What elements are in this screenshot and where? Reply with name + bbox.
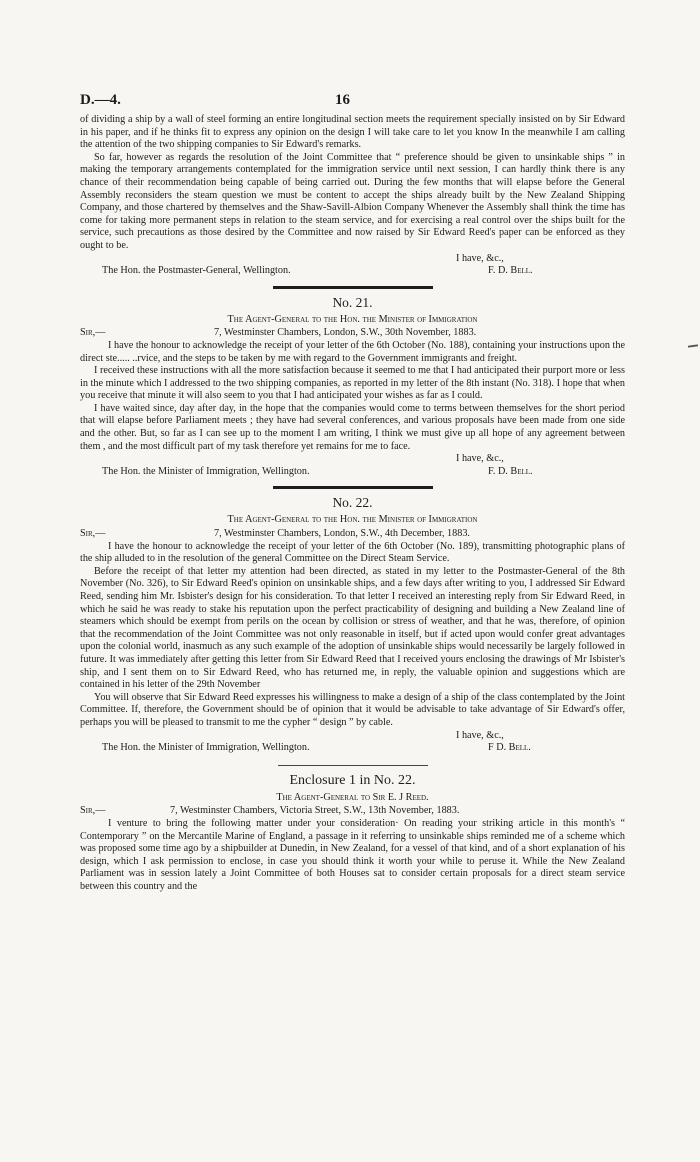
salutation: Sir,— <box>80 327 106 339</box>
salutation: Sir,— <box>80 528 106 540</box>
section-divider <box>273 286 433 289</box>
addressee: The Hon. the Minister of Immigration, Wellington. <box>102 742 310 754</box>
addressee-line <box>80 742 625 755</box>
addressee: The Hon. the Postmaster-General, Wellington. <box>102 265 291 277</box>
addressee-line <box>80 466 625 479</box>
letter-no-21 <box>80 295 625 479</box>
margin-mark <box>688 344 698 347</box>
sender-address: 7, Westminster Chambers, London, S.W., 30th November, 1883. <box>214 327 477 339</box>
closing-line <box>80 730 625 743</box>
closing-formula: I have, &c., <box>456 453 504 465</box>
section-divider <box>273 486 433 489</box>
paragraph: I have the honour to acknowledge the receipt of your letter of the 6th October (No. 188), containing your instructions upon the direct ste..... ..rvice, and the steps to be taken by me with regard to the Government immigrants and freight. <box>80 339 625 364</box>
closing-line <box>80 453 625 466</box>
letter-address-line <box>80 327 625 340</box>
paragraph: Before the receipt of that letter my attention had been directed, as stated in my letter to the Postmaster-General of the 8th November (No. 326), to Sir Edward Reed's opinion on unsinkable ships, and a few days after writing to you, I addressed Sir Edward Reed, sending him Mr. Isbister's design for his consideration. To that letter I received an interesting reply from Sir Edward Reed, in which he said he was ready to stake his reputation upon the perfect practicability of designing and building a New Zealand line of steamers which should be exempt from perils on the ocean by collision or stress of weather, and that he was, therefore, of opinion that the recommendation of the Joint Committee was not only reasonable in itself, but if acted upon would confer great advantages upon the colonial world, inasmuch as any such example of the adoption of unsinkable ships would necessarily be largely followed in future. It was immediately after getting this letter from Sir Edward Reed that I received yours enclosing the drawings of Mr Isbister's ship, and I sent them on to Sir Edward Reed, who has returned me, in reply, the valuable opinion and suggestions which are contained in his letter of the 29th November <box>80 565 625 691</box>
addressee-line <box>80 265 625 278</box>
sender-address: 7, Westminster Chambers, Victoria Street, S.W., 13th November, 1883. <box>170 805 460 817</box>
enclosure-title: Enclosure 1 in No. 22. <box>289 772 416 788</box>
paragraph: of dividing a ship by a wall of steel forming an entire longitudinal section meets the requirement specially insisted on by Sir Edward in his paper, and if he thinks fit to express any opinion on the design I will take care to let you know In the meanwhile I am calling the attention of the two shipping companies to Sir Edward's remarks. <box>80 114 625 151</box>
letter-from-to: The Agent-General to the Hon. the Minister of Immigration <box>227 313 478 325</box>
salutation: Sir,— <box>80 805 106 817</box>
letter-from-to: The Agent-General to Sir E. J Reed. <box>276 791 429 803</box>
enclosure-1 <box>80 772 625 894</box>
signature: F. D. Bell. <box>488 465 533 477</box>
paragraph: I have the honour to acknowledge the receipt of your letter of the 6th October (No. 189), transmitting photographic plans of the ship alluded to in the resolution of the general Committee on the Direct Steam Service. <box>80 540 625 565</box>
closing-formula: I have, &c., <box>456 252 504 264</box>
paragraph: I have waited since, day after day, in the hope that the companies would come to terms between themselves for the short period that will elapse before Parliament meets ; they have had several conferences, and various proposals have been made from one side and the other. But, so far as I can see up to the moment I am writing, I think we must give up all hope of any agreement between them , and the most difficult part of my task therefore yet remains for me to face. <box>80 402 625 452</box>
paragraph: I venture to bring the following matter under your consideration· On reading your striking article in this month's “ Contemporary ” on the Mercantile Marine of England, a passage in it referring to unsinkable ships reminded me of a scheme which was proposed some time ago by a shipbuilder at Dunedin, in New Zealand, for a vessel of that kind, and of a short explanation of his design, which I ask permission to enclose, in case you should think it worth your while to peruse it. While the New Zealand Parliament was in session lately a Joint Committee of both Houses sat to consider certain proposals for a direct steam service between this country and the <box>80 817 625 892</box>
signature: F. D. Bell. <box>488 265 533 277</box>
opening-letter-continuation <box>80 114 625 278</box>
sender-address: 7, Westminster Chambers, London, S.W., 4th December, 1883. <box>214 528 470 540</box>
paragraph: You will observe that Sir Edward Reed expresses his willingness to make a design of a ship of the class contemplated by the Joint Committee. If, therefore, the Government should be of opinion that it would be advisable to take advantage of Sir Edward's offer, perhaps you will be pleased to transmit to me the cypher “ design ” by cable. <box>80 691 625 728</box>
paragraph: So far, however as regards the resolution of the Joint Committee that “ preference should be given to unsinkable ships ” in making the temporary arrangements contemplated for the immigration service until next session, I can hardly think there is any chance of their recommendation being capable of being carried out. During the few months that will elapse before the General Assembly reconsiders the steam question we must be content to accept the ships already built by the New Zealand Shipping Company, and those chartered by themselves and the Shaw-Savill-Albion Company Whenever the Assembly shall think the time has come for taking more permanent steps in relation to the steam service, and for exercising a real control over the ships built for the service, such precautions as those desired by the Committee and now raised by Sir Edward Reed's paper can be enforced as they ought to be. <box>80 151 625 251</box>
page-number: 16 <box>335 92 350 108</box>
letter-no-22 <box>80 495 625 754</box>
signature: F D. Bell. <box>488 742 531 754</box>
letter-number: No. 22. <box>332 495 373 511</box>
letter-address-line <box>80 528 625 541</box>
page-header <box>80 92 625 114</box>
closing-line <box>80 253 625 266</box>
document-page <box>80 92 625 893</box>
addressee: The Hon. the Minister of Immigration, Wellington. <box>102 465 310 477</box>
letter-address-line <box>80 805 625 818</box>
letter-from-to: The Agent-General to the Hon. the Minister of Immigration <box>227 514 478 526</box>
document-reference: D.—4. <box>80 92 121 108</box>
letter-number: No. 21. <box>332 294 373 310</box>
closing-formula: I have, &c., <box>456 729 504 741</box>
paragraph: I received these instructions with all the more satisfaction because it seemed to me that I had anticipated their purport more or less in the minute which I addressed to the two shipping companies, as reported in my letter of the 8th instant (No. 318). I hope that when you receive that minute it will also seem to you that I had anticipated your wishes as far as I could. <box>80 365 625 402</box>
section-divider <box>278 765 428 766</box>
